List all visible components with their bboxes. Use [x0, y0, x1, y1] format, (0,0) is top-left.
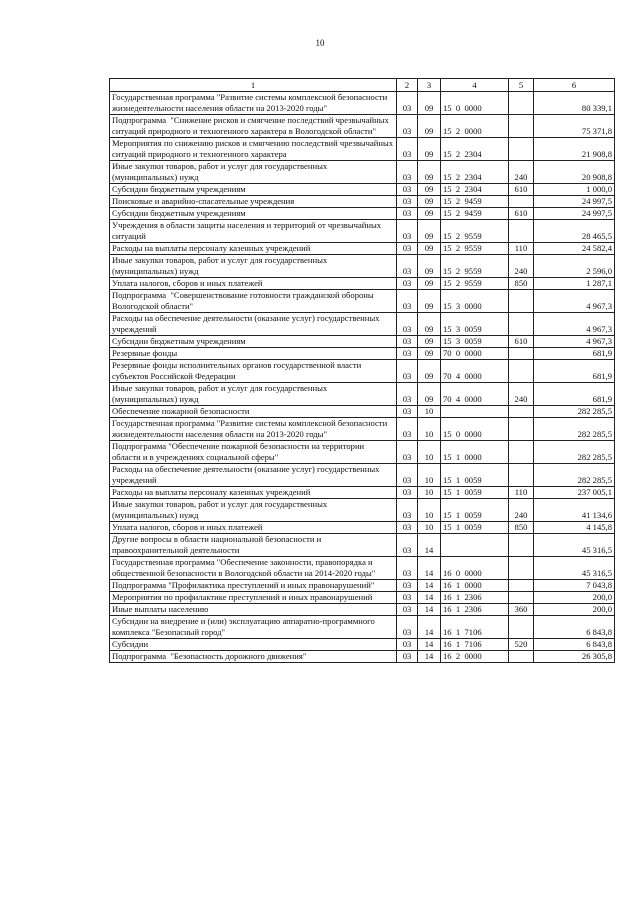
cell-rz: 03: [397, 278, 418, 290]
cell-vr: [509, 464, 534, 487]
cell-name: Государственная программа "Развитие системы комплексной безопасности жизнедеятельности населения области на 2013-2020 годы": [110, 418, 397, 441]
cell-sum: 200,0: [534, 604, 615, 616]
cell-sum: 237 005,1: [534, 487, 615, 499]
cell-pr: 14: [418, 557, 441, 580]
budget-table: [109, 78, 615, 663]
cell-vr: [509, 592, 534, 604]
cell-name: Подпрограмма "Снижение рисков и смягчение последствий чрезвычайных ситуаций природного и техногенного характера в Вологодской области": [110, 115, 397, 138]
cell-rz: 03: [397, 418, 418, 441]
cell-cs: 15 1 0000: [441, 441, 509, 464]
cell-vr: 610: [509, 184, 534, 196]
table-row: [110, 406, 615, 418]
cell-rz: 03: [397, 196, 418, 208]
cell-rz: 03: [397, 487, 418, 499]
cell-name: Субсидии бюджетным учреждениям: [110, 208, 397, 220]
cell-name: Обеспечение пожарной безопасности: [110, 406, 397, 418]
cell-cs: 15 1 0059: [441, 499, 509, 522]
cell-rz: 03: [397, 499, 418, 522]
page-number: 10: [315, 38, 325, 48]
cell-pr: 10: [418, 418, 441, 441]
cell-name: Другие вопросы в области национальной безопасности и правоохранительной деятельности: [110, 534, 397, 557]
cell-sum: 681,9: [534, 360, 615, 383]
cell-vr: [509, 360, 534, 383]
cell-rz: 03: [397, 522, 418, 534]
cell-rz: 03: [397, 220, 418, 243]
cell-cs: 16 1 2306: [441, 604, 509, 616]
cell-vr: [509, 348, 534, 360]
cell-name: Государственная программа "Развитие системы комплексной безопасности жизнедеятельности населения области на 2013-2020 годы": [110, 92, 397, 115]
cell-name: Иные закупки товаров, работ и услуг для государственных (муниципальных) нужд: [110, 383, 397, 406]
cell-name: Поисковые и аварийно-спасательные учреждения: [110, 196, 397, 208]
cell-name: Резервные фонды: [110, 348, 397, 360]
table-row: [110, 184, 615, 196]
header-cell: 5: [509, 79, 534, 92]
cell-rz: 03: [397, 441, 418, 464]
cell-cs: [441, 406, 509, 418]
table-row: [110, 255, 615, 278]
cell-cs: 16 1 0000: [441, 580, 509, 592]
table-row: [110, 464, 615, 487]
cell-rz: 03: [397, 290, 418, 313]
cell-cs: 15 2 9559: [441, 255, 509, 278]
cell-sum: 1 000,0: [534, 184, 615, 196]
cell-pr: 09: [418, 161, 441, 184]
cell-sum: 200,0: [534, 592, 615, 604]
table-row: [110, 499, 615, 522]
table-row: [110, 580, 615, 592]
cell-sum: 21 908,8: [534, 138, 615, 161]
cell-sum: 24 997,5: [534, 208, 615, 220]
cell-cs: 70 0 0000: [441, 348, 509, 360]
cell-pr: 10: [418, 487, 441, 499]
cell-rz: 03: [397, 592, 418, 604]
cell-cs: 15 2 2304: [441, 161, 509, 184]
table-row: [110, 208, 615, 220]
table-row: [110, 557, 615, 580]
cell-name: Подпрограмма "Обеспечение пожарной безопасности на территории области и в учреждениях социальной сферы": [110, 441, 397, 464]
cell-rz: 03: [397, 161, 418, 184]
cell-pr: 09: [418, 278, 441, 290]
cell-name: Государственная программа "Обеспечение законности, правопорядка и общественной безопасности в Вологодской области на 2014-2020 годы": [110, 557, 397, 580]
cell-pr: 09: [418, 243, 441, 255]
cell-name: Уплата налогов, сборов и иных платежей: [110, 522, 397, 534]
cell-vr: 240: [509, 499, 534, 522]
cell-cs: 15 1 0059: [441, 464, 509, 487]
cell-pr: 10: [418, 441, 441, 464]
cell-sum: 24 997,5: [534, 196, 615, 208]
header-cell: 1: [110, 79, 397, 92]
cell-sum: 282 285,5: [534, 418, 615, 441]
cell-pr: 09: [418, 92, 441, 115]
cell-name: Мероприятия по снижению рисков и смягчению последствий чрезвычайных ситуаций природного и техногенного характера: [110, 138, 397, 161]
cell-vr: [509, 138, 534, 161]
cell-sum: 6 843,8: [534, 616, 615, 639]
cell-name: Иные закупки товаров, работ и услуг для государственных (муниципальных) нужд: [110, 161, 397, 184]
cell-pr: 14: [418, 639, 441, 651]
cell-cs: 15 2 0000: [441, 115, 509, 138]
header-cell: 3: [418, 79, 441, 92]
cell-name: Подпрограмма "Профилактика преступлений и иных правонарушений": [110, 580, 397, 592]
cell-cs: 15 3 0059: [441, 336, 509, 348]
cell-vr: 360: [509, 604, 534, 616]
cell-vr: 240: [509, 161, 534, 184]
table-row: [110, 243, 615, 255]
cell-sum: 80 339,1: [534, 92, 615, 115]
table-row: [110, 161, 615, 184]
cell-pr: 09: [418, 138, 441, 161]
cell-sum: 681,9: [534, 348, 615, 360]
cell-name: Субсидии бюджетным учреждениям: [110, 336, 397, 348]
cell-pr: 09: [418, 220, 441, 243]
cell-sum: 282 285,5: [534, 464, 615, 487]
cell-sum: 2 596,0: [534, 255, 615, 278]
cell-rz: 03: [397, 557, 418, 580]
table-row: [110, 348, 615, 360]
cell-vr: [509, 92, 534, 115]
table-row: [110, 487, 615, 499]
cell-vr: 520: [509, 639, 534, 651]
cell-sum: 41 134,6: [534, 499, 615, 522]
cell-rz: 03: [397, 580, 418, 592]
cell-vr: [509, 441, 534, 464]
cell-sum: 45 316,5: [534, 534, 615, 557]
cell-vr: [509, 220, 534, 243]
table-row: [110, 220, 615, 243]
cell-name: Резервные фонды исполнительных органов государственной власти субъектов Российской Федерации: [110, 360, 397, 383]
cell-rz: 03: [397, 464, 418, 487]
cell-vr: [509, 313, 534, 336]
cell-sum: 20 908,8: [534, 161, 615, 184]
cell-cs: 70 4 0000: [441, 360, 509, 383]
table-row: [110, 639, 615, 651]
table-row: [110, 522, 615, 534]
table-row: [110, 278, 615, 290]
cell-rz: 03: [397, 115, 418, 138]
table-row: [110, 196, 615, 208]
cell-name: Субсидии: [110, 639, 397, 651]
cell-rz: 03: [397, 616, 418, 639]
table-row: [110, 592, 615, 604]
cell-vr: [509, 406, 534, 418]
cell-cs: 15 1 0059: [441, 522, 509, 534]
cell-sum: 4 145,8: [534, 522, 615, 534]
cell-vr: [509, 196, 534, 208]
cell-vr: 240: [509, 383, 534, 406]
cell-rz: 03: [397, 313, 418, 336]
cell-rz: 03: [397, 138, 418, 161]
cell-vr: 110: [509, 243, 534, 255]
cell-pr: 09: [418, 336, 441, 348]
cell-cs: 15 1 0059: [441, 487, 509, 499]
table-row: [110, 441, 615, 464]
cell-sum: 7 043,8: [534, 580, 615, 592]
cell-cs: 16 2 0000: [441, 651, 509, 663]
cell-rz: 03: [397, 92, 418, 115]
table-row: [110, 336, 615, 348]
cell-vr: [509, 290, 534, 313]
header-cell: 2: [397, 79, 418, 92]
cell-cs: 16 0 0000: [441, 557, 509, 580]
cell-pr: 09: [418, 383, 441, 406]
cell-cs: 16 1 7106: [441, 639, 509, 651]
cell-sum: 6 843,8: [534, 639, 615, 651]
cell-cs: 16 1 2306: [441, 592, 509, 604]
header-cell: 4: [441, 79, 509, 92]
cell-cs: [441, 534, 509, 557]
cell-vr: [509, 534, 534, 557]
cell-rz: 03: [397, 348, 418, 360]
cell-rz: 03: [397, 639, 418, 651]
cell-rz: 03: [397, 184, 418, 196]
cell-pr: 14: [418, 604, 441, 616]
cell-cs: 15 2 9559: [441, 243, 509, 255]
cell-pr: 09: [418, 348, 441, 360]
table-row: [110, 418, 615, 441]
cell-pr: 10: [418, 499, 441, 522]
table-row: [110, 138, 615, 161]
cell-name: Иные выплаты населению: [110, 604, 397, 616]
cell-rz: 03: [397, 208, 418, 220]
cell-cs: 15 0 0000: [441, 92, 509, 115]
cell-cs: 15 0 0000: [441, 418, 509, 441]
cell-sum: 681,9: [534, 383, 615, 406]
cell-name: Субсидии бюджетным учреждениям: [110, 184, 397, 196]
cell-sum: 4 967,3: [534, 336, 615, 348]
cell-rz: 03: [397, 336, 418, 348]
cell-cs: 15 2 9559: [441, 220, 509, 243]
cell-vr: 110: [509, 487, 534, 499]
cell-pr: 09: [418, 184, 441, 196]
cell-cs: 15 3 0000: [441, 290, 509, 313]
cell-pr: 14: [418, 592, 441, 604]
cell-name: Расходы на обеспечение деятельности (оказание услуг) государственных учреждений: [110, 464, 397, 487]
cell-pr: 10: [418, 522, 441, 534]
table-row: [110, 616, 615, 639]
table-row: [110, 360, 615, 383]
header-cell: 6: [534, 79, 615, 92]
cell-name: Уплата налогов, сборов и иных платежей: [110, 278, 397, 290]
table-row: [110, 383, 615, 406]
cell-pr: 09: [418, 255, 441, 278]
cell-pr: 10: [418, 464, 441, 487]
cell-pr: 09: [418, 313, 441, 336]
cell-name: Подпрограмма "Безопасность дорожного движения": [110, 651, 397, 663]
cell-rz: 03: [397, 243, 418, 255]
cell-cs: 15 2 9459: [441, 208, 509, 220]
cell-cs: 15 2 2304: [441, 138, 509, 161]
cell-pr: 09: [418, 115, 441, 138]
cell-pr: 14: [418, 534, 441, 557]
cell-sum: 24 582,4: [534, 243, 615, 255]
cell-sum: 282 285,5: [534, 406, 615, 418]
cell-pr: 09: [418, 208, 441, 220]
cell-rz: 03: [397, 383, 418, 406]
cell-cs: 70 4 0000: [441, 383, 509, 406]
cell-sum: 1 287,1: [534, 278, 615, 290]
cell-name: Расходы на выплаты персоналу казенных учреждений: [110, 487, 397, 499]
cell-rz: 03: [397, 651, 418, 663]
cell-sum: 4 967,3: [534, 290, 615, 313]
cell-sum: 282 285,5: [534, 441, 615, 464]
cell-pr: 14: [418, 651, 441, 663]
table-header-row: [110, 79, 615, 92]
cell-pr: 14: [418, 580, 441, 592]
cell-name: Иные закупки товаров, работ и услуг для государственных (муниципальных) нужд: [110, 499, 397, 522]
cell-rz: 03: [397, 255, 418, 278]
cell-vr: [509, 616, 534, 639]
cell-vr: [509, 651, 534, 663]
cell-cs: 15 2 9559: [441, 278, 509, 290]
cell-rz: 03: [397, 534, 418, 557]
cell-rz: 03: [397, 360, 418, 383]
cell-vr: 850: [509, 278, 534, 290]
cell-vr: [509, 418, 534, 441]
table-row: [110, 290, 615, 313]
cell-pr: 14: [418, 616, 441, 639]
cell-cs: 15 3 0059: [441, 313, 509, 336]
cell-sum: 45 316,5: [534, 557, 615, 580]
cell-vr: [509, 580, 534, 592]
cell-pr: 09: [418, 360, 441, 383]
cell-rz: 03: [397, 604, 418, 616]
table-row: [110, 92, 615, 115]
cell-rz: 03: [397, 406, 418, 418]
table-row: [110, 115, 615, 138]
cell-sum: 4 967,3: [534, 313, 615, 336]
cell-name: Расходы на выплаты персоналу казенных учреждений: [110, 243, 397, 255]
table-row: [110, 651, 615, 663]
cell-name: Подпрограмма "Совершенствование готовности гражданской обороны Вологодской области": [110, 290, 397, 313]
cell-vr: 850: [509, 522, 534, 534]
cell-pr: 10: [418, 406, 441, 418]
cell-vr: [509, 557, 534, 580]
cell-name: Субсидии на внедрение и (или) эксплуатацию аппаратно-программного комплекса "Безопасный город": [110, 616, 397, 639]
cell-cs: 15 2 2304: [441, 184, 509, 196]
cell-vr: [509, 115, 534, 138]
cell-cs: 15 2 9459: [441, 196, 509, 208]
cell-sum: 75 371,8: [534, 115, 615, 138]
cell-pr: 09: [418, 290, 441, 313]
cell-name: Расходы на обеспечение деятельности (оказание услуг) государственных учреждений: [110, 313, 397, 336]
table-row: [110, 313, 615, 336]
cell-cs: 16 1 7106: [441, 616, 509, 639]
table-row: [110, 534, 615, 557]
cell-pr: 09: [418, 196, 441, 208]
table-row: [110, 604, 615, 616]
cell-sum: 28 465,5: [534, 220, 615, 243]
cell-name: Мероприятия по профилактике преступлений и иных правонарушений: [110, 592, 397, 604]
cell-name: Иные закупки товаров, работ и услуг для государственных (муниципальных) нужд: [110, 255, 397, 278]
cell-sum: 26 305,8: [534, 651, 615, 663]
cell-vr: 610: [509, 208, 534, 220]
cell-vr: 240: [509, 255, 534, 278]
cell-name: Учреждения в области защиты населения и территорий от чрезвычайных ситуаций: [110, 220, 397, 243]
cell-vr: 610: [509, 336, 534, 348]
